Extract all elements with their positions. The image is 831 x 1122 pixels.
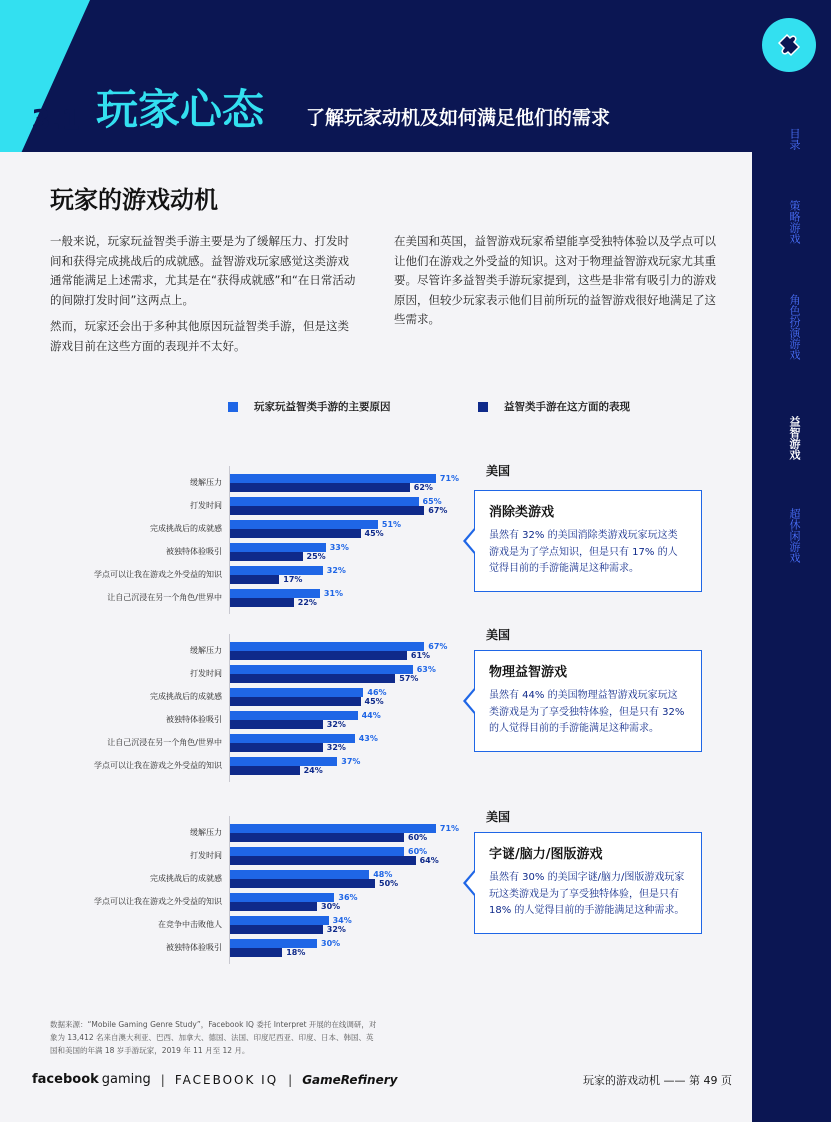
data-label: 30%: [321, 939, 341, 948]
chart-physics: [0, 634, 480, 774]
data-label: 50%: [379, 879, 399, 888]
bar-reason: [230, 566, 323, 575]
data-label: 37%: [341, 757, 361, 766]
bar-reason: [230, 497, 419, 506]
bar-performance: [230, 529, 361, 538]
bar-reason: [230, 665, 413, 674]
bar-performance: [230, 720, 323, 729]
category-label: 完成挑战后的成就感: [150, 692, 222, 701]
data-label: 34%: [332, 916, 352, 925]
data-label: 67%: [428, 642, 448, 651]
bar-reason: [230, 589, 320, 598]
chart-match3: [0, 466, 480, 606]
bar-reason: [230, 688, 363, 697]
legend-series1: [228, 400, 391, 414]
data-label: 24%: [303, 766, 323, 775]
bar-performance: [230, 833, 404, 842]
bar-reason: [230, 870, 369, 879]
data-label: 65%: [422, 497, 442, 506]
bar-reason: [230, 824, 436, 833]
data-label: 60%: [408, 833, 428, 842]
category-label: 打发时间: [190, 669, 222, 678]
bar-reason: [230, 893, 334, 902]
paragraph-left-2: 然而，玩家还会出于多种其他原因玩益智类手游，但是这类游戏目前在这些方面的表现并不太好。: [50, 319, 349, 353]
footer-separator: |: [160, 1072, 165, 1087]
bar-reason: [230, 939, 317, 948]
bar-reason: [230, 642, 424, 651]
callout-text: 虽然有 32% 的美国消除类游戏玩家玩这类游戏是为了学点知识，但是只有 17% 的人觉得目前的手游能满足这种需求。: [489, 530, 678, 574]
category-label: 被独特体验吸引: [166, 943, 222, 952]
bar-reason: [230, 734, 355, 743]
category-label: 完成挑战后的成就感: [150, 524, 222, 533]
page-title: 玩家的游戏动机: [50, 186, 218, 214]
category-label: 学点可以让我在游戏之外受益的知识: [94, 761, 222, 770]
legend-swatch-series1: [228, 402, 238, 412]
bar-performance: [230, 856, 416, 865]
logo-gamerefinery: GameRefinery: [302, 1072, 398, 1087]
data-label: 71%: [439, 824, 460, 833]
bar-performance: [230, 483, 410, 492]
nav-item-puzzle[interactable]: 益智游戏: [788, 416, 801, 460]
nav-item-rpg[interactable]: 角色扮演游戏: [788, 294, 801, 360]
data-label: 62%: [413, 483, 433, 492]
bar-performance: [230, 651, 407, 660]
logo-facebook: facebook: [32, 1072, 99, 1087]
data-label: 44%: [361, 711, 381, 720]
footer-separator: |: [288, 1072, 293, 1087]
category-label: 打发时间: [190, 851, 222, 860]
source-note: 数据来源：“Mobile Gaming Genre Study”，Facebook IQ 委托 Interpret 开展的在线调研，对象为 13,412 名来自澳大利亚、巴西、加拿大、德国、法国、印度尼西亚、印度、日本、韩国、英国和美国的年满 18 岁手游玩家，2019 年 11 月至 12 月。: [50, 1020, 377, 1055]
callout-word-brain-board: [474, 832, 702, 934]
bar-reason: [230, 711, 358, 720]
section-subtitle: 了解玩家动机及如何满足他们的需求: [306, 107, 611, 129]
callout-title: 物理益智游戏: [489, 665, 568, 680]
data-label: 60%: [408, 847, 428, 856]
footer: [32, 1072, 732, 1096]
data-label: 32%: [326, 743, 346, 752]
bar-performance: [230, 925, 323, 934]
category-label: 缓解压力: [190, 478, 222, 487]
data-label: 46%: [367, 688, 387, 697]
category-label: 让自己沉浸在另一个角色/世界中: [107, 738, 222, 747]
bar-reason: [230, 757, 337, 766]
bar-reason: [230, 520, 378, 529]
data-label: 57%: [399, 674, 419, 683]
callout-text: 虽然有 44% 的美国物理益智游戏玩家玩这类游戏是为了享受独特体验，但是只有 32% 的人觉得目前的手游能满足这种需求。: [489, 690, 685, 734]
logo-facebook-iq: FACEBOOK IQ: [174, 1072, 279, 1087]
data-label: 32%: [326, 720, 346, 729]
bar-performance: [230, 902, 317, 911]
logo-gaming: gaming: [101, 1072, 151, 1087]
data-label: 71%: [439, 474, 460, 483]
content-panel: [0, 152, 752, 1122]
data-label: 61%: [410, 651, 431, 660]
data-label: 30%: [321, 902, 341, 911]
footer-logos: [32, 1072, 397, 1087]
callout-match3: [474, 490, 702, 592]
bar-performance: [230, 743, 323, 752]
callout-text: 虽然有 30% 的美国字谜/脑力/图版游戏玩家玩这类游戏是为了享受独特体验，但是只有 18% 的人觉得目前的手游能满足这种需求。: [489, 872, 685, 916]
section-title: 玩家心态: [96, 85, 265, 134]
data-label: 18%: [286, 948, 306, 957]
bar-performance: [230, 697, 361, 706]
data-label: 48%: [373, 870, 393, 879]
callout-title: 字谜/脑力/图版游戏: [489, 847, 603, 862]
bar-performance: [230, 879, 375, 888]
callout-title: 消除类游戏: [489, 505, 555, 520]
data-label: 17%: [283, 575, 303, 584]
bar-performance: [230, 506, 424, 515]
data-label: 43%: [358, 734, 378, 743]
data-label: 36%: [338, 893, 358, 902]
bar-performance: [230, 598, 294, 607]
legend-label-series2: 益智类手游在这方面的表现: [504, 401, 630, 413]
bar-reason: [230, 847, 404, 856]
legend-series2: [478, 400, 630, 414]
data-label: 45%: [364, 529, 384, 538]
category-label: 在竞争中击败他人: [158, 920, 222, 929]
category-label: 让自己沉浸在另一个角色/世界中: [107, 593, 222, 602]
section-number: 3.1: [31, 103, 81, 136]
nav-item-strategy[interactable]: 策略游戏: [788, 200, 801, 244]
chart-word-brain-board: [0, 816, 480, 956]
data-label: 45%: [364, 697, 384, 706]
category-label: 缓解压力: [190, 828, 222, 837]
page-label: 玩家的游戏动机 —— 第 49 页: [583, 1074, 732, 1087]
data-label: 22%: [297, 598, 317, 607]
data-label: 33%: [329, 543, 349, 552]
category-label: 缓解压力: [190, 646, 222, 655]
data-label: 32%: [326, 925, 346, 934]
bar-performance: [230, 766, 300, 775]
bar-performance: [230, 552, 303, 561]
data-label: 63%: [416, 665, 436, 674]
callout-physics: [474, 650, 702, 752]
legend-label-series1: 玩家玩益智类手游的主要原因: [254, 401, 391, 413]
legend-swatch-series2: [478, 402, 488, 412]
data-label: 32%: [326, 566, 346, 575]
data-label: 25%: [306, 552, 326, 561]
callout-country-3: 美国: [486, 810, 511, 824]
data-label: 67%: [428, 506, 448, 515]
data-label: 51%: [381, 520, 402, 529]
side-nav: [776, 0, 812, 1122]
nav-item-contents[interactable]: 目录: [788, 128, 801, 150]
category-label: 学点可以让我在游戏之外受益的知识: [94, 570, 222, 579]
callout-country-1: 美国: [486, 464, 511, 478]
category-label: 被独特体验吸引: [166, 547, 222, 556]
category-label: 打发时间: [190, 501, 222, 510]
bar-performance: [230, 948, 282, 957]
bar-reason: [230, 543, 326, 552]
callout-country-2: 美国: [486, 628, 511, 642]
data-label: 31%: [323, 589, 344, 598]
category-label: 被独特体验吸引: [166, 715, 222, 724]
bar-reason: [230, 474, 436, 483]
category-label: 学点可以让我在游戏之外受益的知识: [94, 897, 222, 906]
nav-item-hypercasual[interactable]: 超休闲游戏: [788, 508, 801, 563]
bar-performance: [230, 674, 395, 683]
data-label: 64%: [419, 856, 439, 865]
category-label: 完成挑战后的成就感: [150, 874, 222, 883]
bar-reason: [230, 916, 329, 925]
paragraph-left-1: 一般来说，玩家玩益智类手游主要是为了缓解压力、打发时间和获得完成挑战后的成就感。益智游戏玩家感觉这类游戏通常能满足上述需求，尤其是在“获得成就感”和“在日常活动的间隙打发时间”这两点上。: [50, 234, 356, 307]
paragraph-right-1: 在美国和英国，益智游戏玩家希望能享受独特体验以及学点可以让他们在游戏之外受益的知识。这对于物理益智游戏玩家尤其重要。尽管许多益智类手游玩家提到，这些是非常有吸引力的游戏原因，但较少玩家表示他们目前所玩的益智游戏很好地满足了这些需求。: [394, 234, 716, 326]
bar-performance: [230, 575, 279, 584]
